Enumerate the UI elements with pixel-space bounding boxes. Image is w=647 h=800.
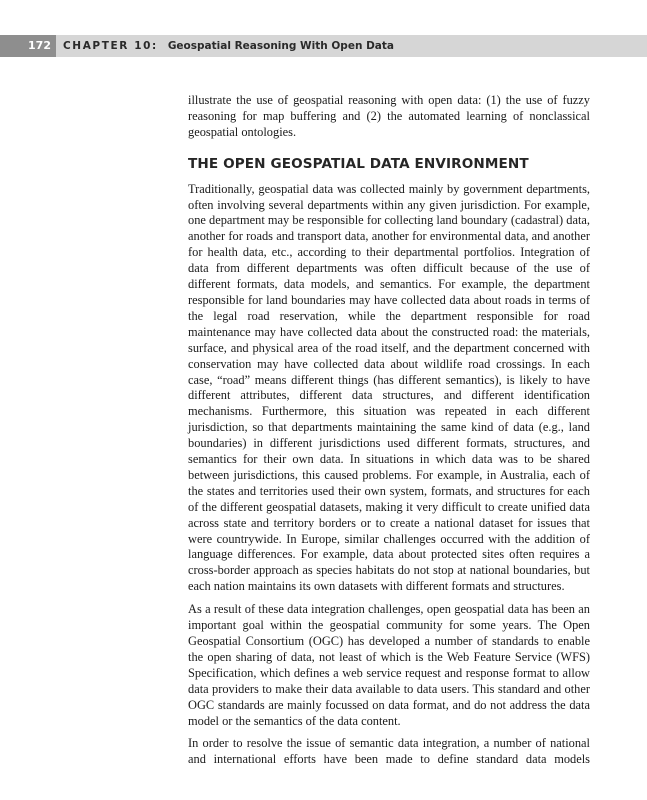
page-number: 172 <box>0 35 56 57</box>
intro-paragraph: illustrate the use of geospatial reasoning with open data: (1) the use of fuzzy reasoning for map buffering and (2) the automated learning of nonclassical geospatial ontologies. <box>188 93 590 139</box>
chapter-label: CHAPTER 10: <box>63 40 158 52</box>
running-header <box>0 35 647 57</box>
body-paragraph: Traditionally, geospatial data was collected mainly by government departments, often involving several departments within any given jurisdiction. For example, one department may be responsible for collecting land boundary (cadastral) data, another for roads and transport data, another for environmental data, and another for health data, etc., according to their departmental portfolios. Integration of data from different departments was often difficult because of the use of different formats, data models, and semantics. For example, the department responsible for land boundaries may have collected data about roads in terms of the legal road reservation, while the department responsible for road maintenance may have collected data about the constructed road: the materials, surface, and physical area of the road itself, and the department concerned with conservation may have collected data about wildlife road crossings. In each case, “road” means different things (has different semantics), is likely to have different attributes, different data structures, and different identification mechanisms. Furthermore, this situation was repeated in each different jurisdiction, so that departments maintaining the same kind of data (e.g., land boundaries) in different jurisdictions used different formats, structures, and semantics for their own data. In situations in which data was to be shared between jurisdictions, this caused problems. For example, in Australia, each of the states and territories used their own system, formats, and structures for each of the different geospatial datasets, making it very difficult to create unified data across state and territory borders or to create a national dataset for issues that were countrywide. In Europe, similar challenges occurred with the addition of language differences. For example, data about protected sites often requires a cross-border approach as species habitats do not stop at national boundaries, but each nation maintains its own datasets with different formats and structures. <box>188 181 590 594</box>
section-heading: THE OPEN GEOSPATIAL DATA ENVIRONMENT <box>188 155 529 172</box>
body-paragraph: As a result of these data integration challenges, open geospatial data has been an important goal within the geospatial community for some years. The Open Geospatial Consortium (OGC) has developed a number of standards to enable the open sharing of data, not least of which is the Web Feature Service (WFS) Specification, which defines a web service request and response format to allow data providers to make their data available to data users. This standard and other OGC standards are mainly focussed on data format, and do not address the data model or the semantics of the data content. <box>188 602 590 728</box>
running-head <box>63 35 394 57</box>
chapter-title: Geospatial Reasoning With Open Data <box>167 40 394 52</box>
page-body <box>188 93 590 775</box>
body-paragraph: In order to resolve the issue of semantic data integration, a number of national and international efforts have been made to define standard data models <box>188 736 590 767</box>
